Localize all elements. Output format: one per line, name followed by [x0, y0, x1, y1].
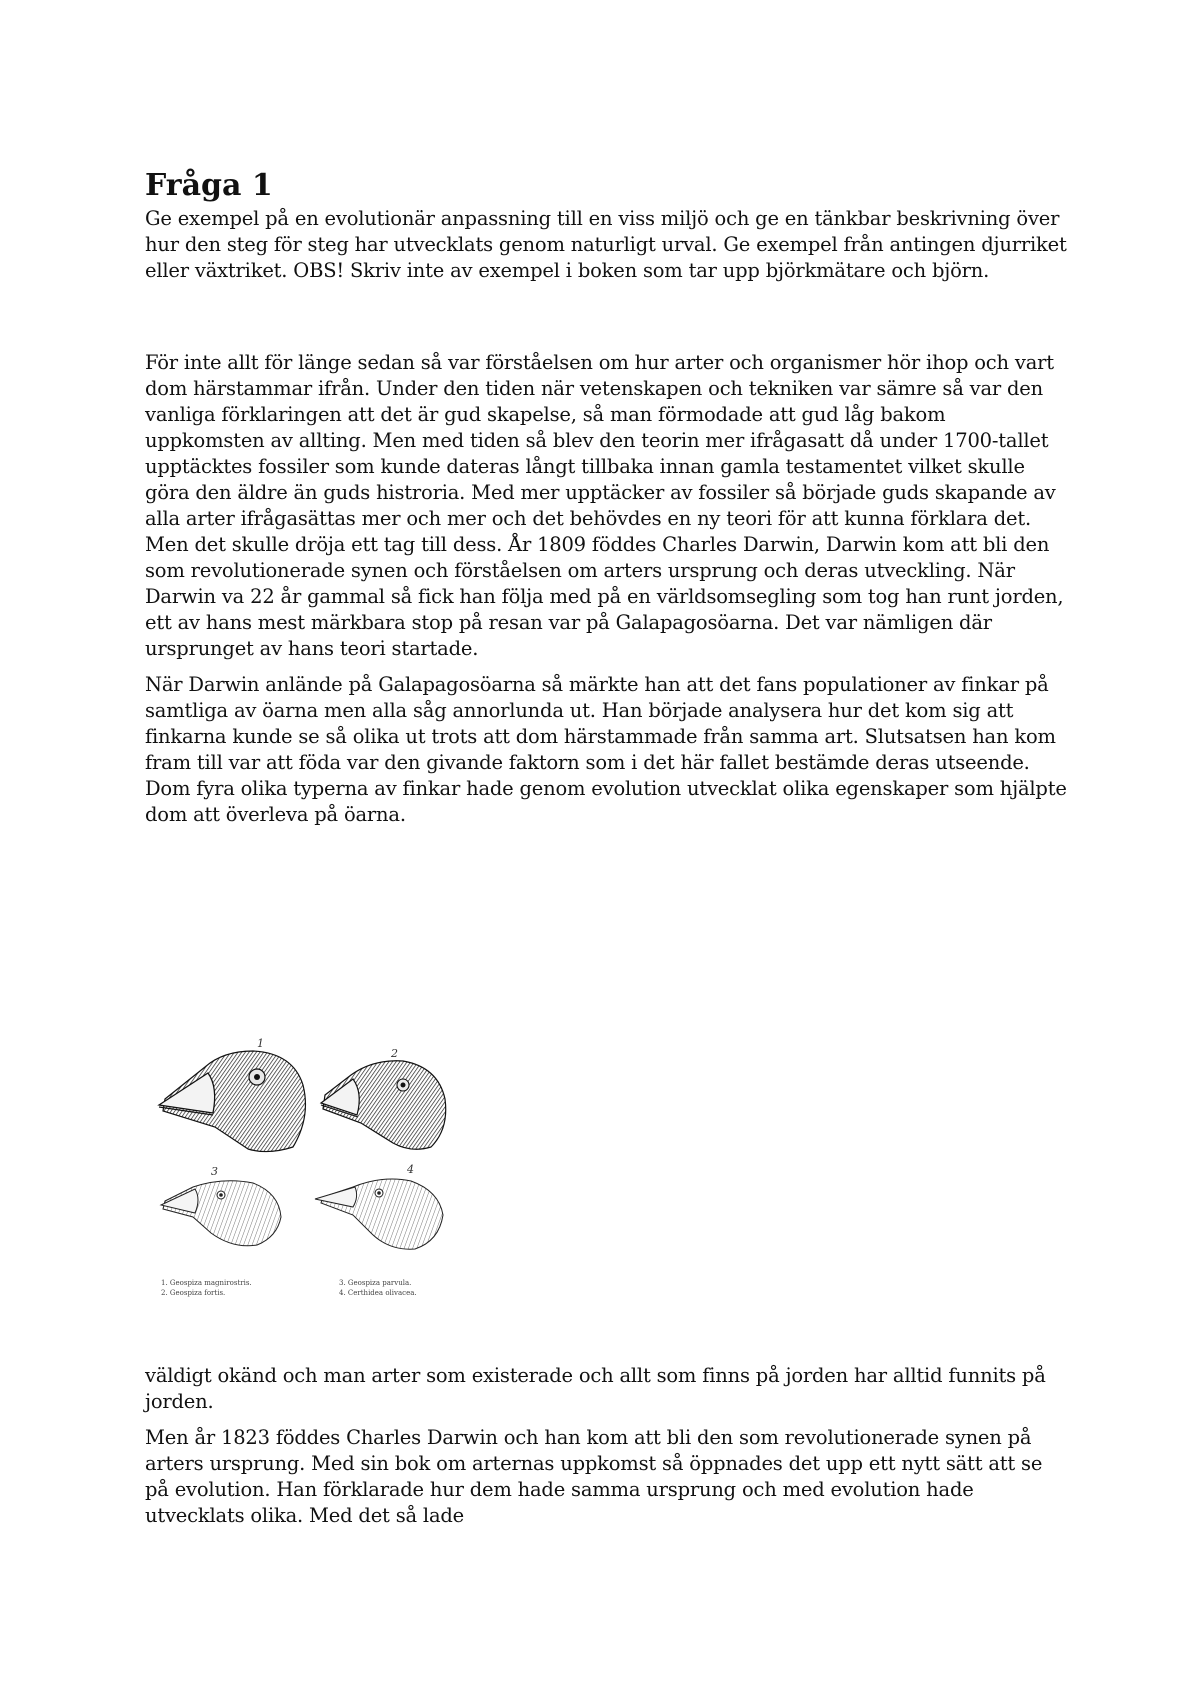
- finch-1-head: [159, 1037, 305, 1152]
- svg-text:3: 3: [211, 1165, 218, 1178]
- body-paragraph-1: För inte allt för länge sedan så var förståelsen om hur arter och organismer hör ihop och vart dom härstammar ifrån. Under den tiden när vetenskapen och tekniken var sämre så var den vanliga förklaringen att det är gud skapelse, så man förmodade att gud låg bakom uppkomsten av allting. Men med tiden så blev den teorin mer ifrågasatt då under 1700-tallet upptäcktes fossiler som kunde dateras långt tillbaka innan gamla testamentet vilket skulle göra den äldre än guds histroria. Med mer upptäcker av fossiler så började guds skapande av alla arter ifrågasättas mer och mer och det behövdes en ny teori för att kunna förklara det. Men det skulle dröja ett tag till dess. År 1809 föddes Charles Darwin, Darwin kom att bli den som revolutionerade synen och förståelsen om arters ursprung och deras utveckling. När Darwin va 22 år gammal så fick han följa med på en världsomsegling som tog han runt jorden, ett av hans mest märkbara stop på resan var på Galapagosöarna. Det var nämligen där ursprunget av hans teori startade.: [145, 351, 1064, 660]
- svg-text:4: 4: [407, 1163, 414, 1176]
- finch-3-head: [161, 1165, 281, 1246]
- darwin-finches-illustration: [153, 1037, 483, 1305]
- figure-caption-2: 2. Geospiza fortis.: [161, 1289, 226, 1297]
- main-content: [145, 168, 1070, 838]
- figure-caption-3: 3. Geospiza parvula.: [339, 1279, 412, 1287]
- body-paragraph-4: Men år 1823 föddes Charles Darwin och han kom att bli den som revolutionerade synen på arters ursprung. Med sin bok om arternas uppkomst så öppnades det upp ett nytt sätt att se på evolution. Han förklarade hur dem hade samma ursprung och med evolution hade utvecklats olika. Med det så lade: [145, 1426, 1043, 1527]
- svg-text:1: 1: [257, 1037, 264, 1050]
- question-text: Ge exempel på en evolutionär anpassning till en viss miljö och ge en tänkbar beskrivning över hur den steg för steg har utvecklats genom naturligt urval. Ge exempel från antingen djurriket eller växtriket. OBS! Skriv inte av exempel i boken som tar upp björkmätare och björn.: [145, 207, 1067, 282]
- question-heading: Fråga 1: [145, 168, 273, 203]
- figure-caption-1: 1. Geospiza magnirostris.: [161, 1279, 252, 1287]
- finch-4-head: [315, 1163, 443, 1249]
- continued-content: [145, 1363, 1070, 1539]
- figure-caption-4: 4. Certhidea olivacea.: [339, 1289, 417, 1297]
- body-paragraph-2: När Darwin anlände på Galapagosöarna så märkte han att det fans populationer av finkar på samtliga av öarna men alla såg annorlunda ut. Han började analysera hur det kom sig att finkarna kunde se så olika ut trots att dom härstammade från samma art. Slutsatsen han kom fram till var att föda var den givande faktorn som i det här fallet bestämde deras utseende. Dom fyra olika typerna av finkar hade genom evolution utvecklat olika egenskaper som hjälpte dom att överleva på öarna.: [145, 673, 1067, 826]
- body-paragraph-3: väldigt okänd och man arter som existerade och allt som finns på jorden har alltid funnits på jorden.: [145, 1364, 1046, 1413]
- finch-2-head: [321, 1047, 446, 1149]
- svg-text:2: 2: [391, 1047, 398, 1060]
